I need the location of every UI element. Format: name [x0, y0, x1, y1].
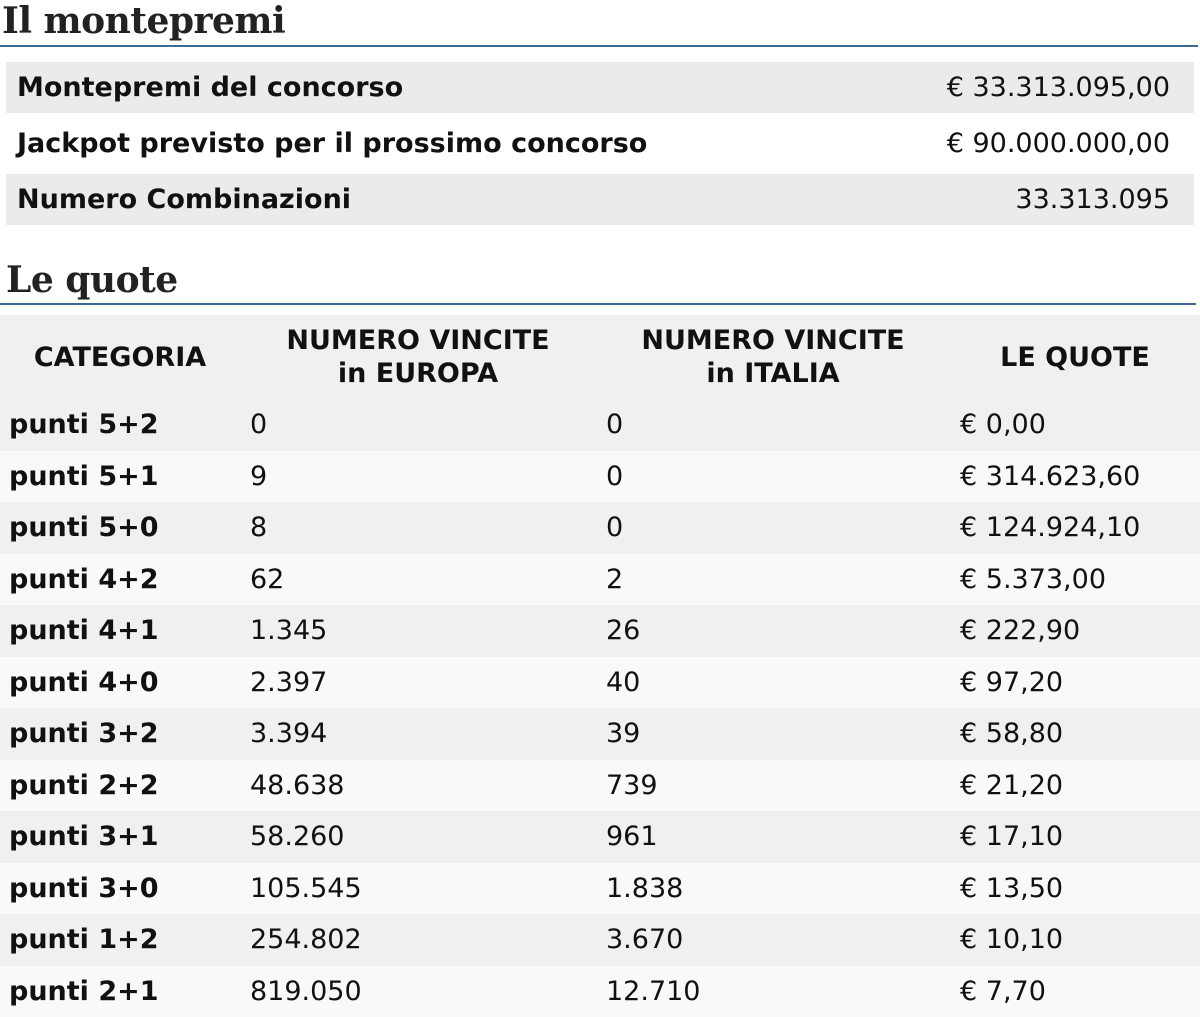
- cell-vincite-europa: 8: [250, 512, 268, 544]
- cell-vincite-italia: 0: [606, 460, 624, 492]
- cell-quota: € 17,10: [960, 821, 1064, 853]
- cell-vincite-europa: 3.394: [250, 718, 328, 750]
- summary-row-montepremi: [6, 62, 1194, 113]
- summary-row-jackpot: [6, 118, 1194, 169]
- montepremi-title: Il montepremi: [2, 0, 286, 42]
- cell-vincite-italia: 0: [606, 409, 624, 441]
- header-line: in ITALIA: [706, 358, 840, 389]
- cell-categoria: punti 3+2: [9, 718, 159, 750]
- summary-value: 33.313.095: [1015, 184, 1170, 215]
- cell-vincite-europa: 62: [250, 563, 285, 595]
- cell-categoria: punti 5+0: [9, 512, 159, 544]
- header-vincite-italia: [596, 324, 950, 390]
- table-row: [0, 502, 1200, 554]
- summary-label: Montepremi del concorso: [17, 72, 404, 103]
- cell-quota: € 97,20: [960, 666, 1064, 698]
- summary-value: € 33.313.095,00: [946, 72, 1170, 103]
- cell-categoria: punti 4+1: [9, 615, 159, 647]
- cell-vincite-italia: 3.670: [606, 924, 684, 956]
- quote-table-header: [0, 315, 1200, 399]
- cell-quota: € 0,00: [960, 409, 1046, 441]
- summary-label: Jackpot previsto per il prossimo concorso: [17, 128, 648, 159]
- montepremi-divider: [0, 45, 1198, 47]
- table-row: [0, 605, 1200, 657]
- quote-divider: [0, 303, 1196, 305]
- cell-vincite-italia: 12.710: [606, 975, 701, 1007]
- cell-vincite-italia: 40: [606, 666, 641, 698]
- quote-table: [0, 315, 1200, 1017]
- quote-table-body: [0, 399, 1200, 1017]
- montepremi-summary: [6, 62, 1194, 230]
- table-row: [0, 657, 1200, 709]
- cell-quota: € 7,70: [960, 975, 1046, 1007]
- cell-vincite-europa: 2.397: [250, 666, 328, 698]
- cell-categoria: punti 4+0: [9, 666, 159, 698]
- table-row: [0, 708, 1200, 760]
- cell-vincite-italia: 739: [606, 769, 658, 801]
- cell-vincite-europa: 58.260: [250, 821, 345, 853]
- cell-vincite-italia: 26: [606, 615, 641, 647]
- cell-vincite-italia: 39: [606, 718, 641, 750]
- cell-vincite-italia: 961: [606, 821, 658, 853]
- cell-quota: € 13,50: [960, 872, 1064, 904]
- table-row: [0, 760, 1200, 812]
- cell-categoria: punti 2+2: [9, 769, 159, 801]
- cell-vincite-italia: 2: [606, 563, 624, 595]
- header-line: NUMERO VINCITE: [641, 325, 905, 356]
- cell-vincite-europa: 819.050: [250, 975, 362, 1007]
- cell-categoria: punti 4+2: [9, 563, 159, 595]
- header-line: in EUROPA: [337, 358, 499, 389]
- cell-quota: € 21,20: [960, 769, 1064, 801]
- summary-value: € 90.000.000,00: [946, 128, 1170, 159]
- summary-row-combinazioni: [6, 174, 1194, 225]
- cell-quota: € 314.623,60: [960, 460, 1141, 492]
- cell-categoria: punti 3+0: [9, 872, 159, 904]
- table-row: [0, 966, 1200, 1017]
- quote-title: Le quote: [6, 259, 178, 301]
- cell-vincite-italia: 0: [606, 512, 624, 544]
- table-row: [0, 399, 1200, 451]
- cell-quota: € 124.924,10: [960, 512, 1141, 544]
- cell-vincite-europa: 48.638: [250, 769, 345, 801]
- cell-categoria: punti 3+1: [9, 821, 159, 853]
- cell-quota: € 10,10: [960, 924, 1064, 956]
- cell-vincite-europa: 254.802: [250, 924, 362, 956]
- table-row: [0, 914, 1200, 966]
- cell-vincite-europa: 0: [250, 409, 268, 441]
- table-row: [0, 863, 1200, 915]
- cell-categoria: punti 5+1: [9, 460, 159, 492]
- header-vincite-europa: [240, 324, 596, 390]
- table-row: [0, 811, 1200, 863]
- cell-categoria: punti 5+2: [9, 409, 159, 441]
- header-line: NUMERO VINCITE: [286, 325, 550, 356]
- cell-vincite-europa: 1.345: [250, 615, 328, 647]
- cell-categoria: punti 1+2: [9, 924, 159, 956]
- cell-quota: € 222,90: [960, 615, 1081, 647]
- cell-quota: € 58,80: [960, 718, 1064, 750]
- summary-label: Numero Combinazioni: [17, 184, 352, 215]
- table-row: [0, 554, 1200, 606]
- header-categoria: CATEGORIA: [33, 341, 207, 373]
- cell-vincite-europa: 105.545: [250, 872, 362, 904]
- cell-quota: € 5.373,00: [960, 563, 1106, 595]
- cell-categoria: punti 2+1: [9, 975, 159, 1007]
- cell-vincite-italia: 1.838: [606, 872, 684, 904]
- header-le-quote: LE QUOTE: [1000, 341, 1150, 373]
- table-row: [0, 451, 1200, 503]
- cell-vincite-europa: 9: [250, 460, 268, 492]
